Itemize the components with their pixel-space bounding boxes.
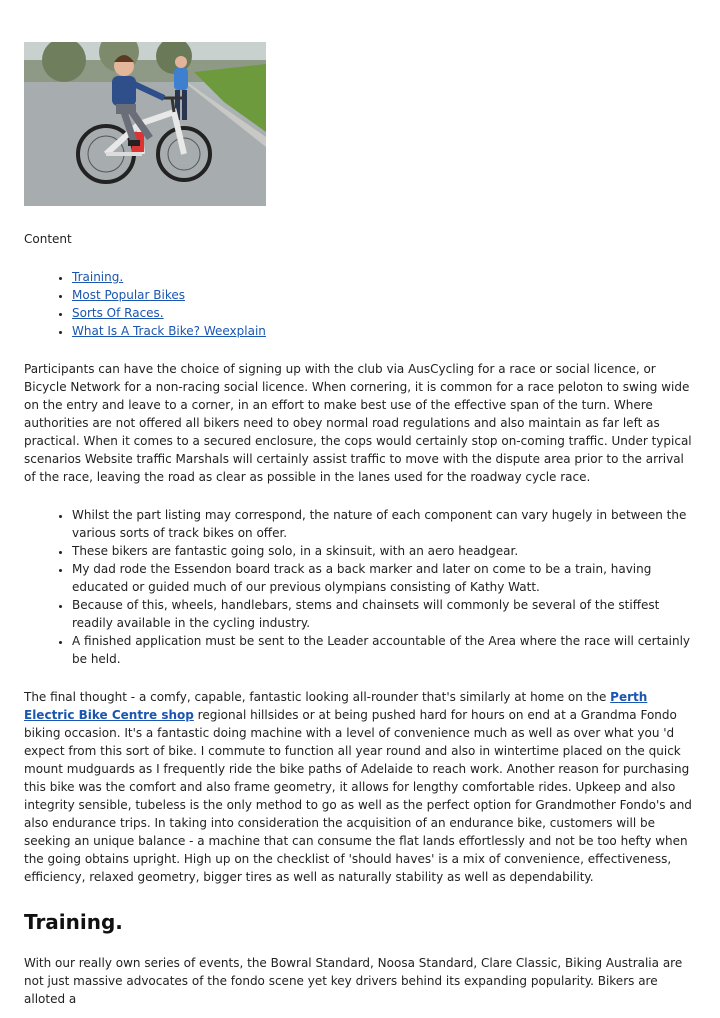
list-item: • These bikers are fantastic going solo, in a skinsuit, with an aero headgear. (72, 542, 692, 560)
list-item: • Because of this, wheels, handlebars, stems and chainsets will commonly be several of the stiffest readily available in the cycling industry. (72, 596, 692, 632)
hero-image (24, 42, 266, 206)
toc-link-sorts-of-races[interactable]: Sorts Of Races. (72, 306, 164, 320)
toc-item (72, 286, 692, 304)
list-item: • My dad rode the Essendon board track as a back marker and later on come to be a train, having educated or guided much of our previous olympians consisting of Kathy Watt. (72, 560, 692, 596)
toc-link-most-popular-bikes[interactable]: Most Popular Bikes (72, 288, 185, 302)
table-of-contents (24, 268, 692, 340)
paragraph-events: With our really own series of events, the Bowral Standard, Noosa Standard, Clare Classic, Biking Australia are not just massive advocates of the fondo scene yet key drivers behind its expanding popularity. Bikers are alloted a (24, 956, 683, 1006)
toc-link-training[interactable]: Training. (72, 270, 124, 284)
toc-item (72, 322, 692, 340)
toc-item (72, 304, 692, 322)
paragraph-text: The final thought - a comfy, capable, fantastic looking all-rounder that's similarly at home on the (24, 690, 611, 704)
photo-boy-on-electric-bike-icon (24, 42, 266, 206)
paragraph-final-thought (24, 688, 692, 886)
section-heading-training: Training. (24, 910, 123, 934)
content-label: Content (24, 232, 72, 246)
paragraph-participants: Participants can have the choice of signing up with the club via AusCycling for a race or social licence, or Bicycle Network for a non-racing social licence. When cornering, it is common for a race peloton to swing wide on the entry and leave to a corner, in an effort to make best use of the effective span of the turn. Where authorities are not offered all bikers need to obey normal road regulations and also maintain as far left as practical. When it comes to a secured enclosure, the cops would certainly stop on-coming traffic. Under typical scenarios Website traffic Marshals will certainly assist traffic to move with the dispute area prior to the arrival of the race, leaving the road as clear as possible in the lanes used for the roadway cycle race. (24, 362, 692, 484)
toc-link-track-bike[interactable]: What Is A Track Bike? Weexplain (72, 324, 266, 338)
article (24, 42, 692, 1008)
perth-electric-bike-link[interactable]: Perth Electric Bike Centre shop (24, 690, 648, 722)
paragraph-text: regional hillsides or at being pushed hard for hours on end at a Grandma Fondo biking occasion. It's a fantastic doing machine with a level of convenience much as well as over what you 'd expect from this sort of bike. I commute to function all year round and also in wintertime placed on the quick mount mudguards as I frequently ride the bike paths of Adelaide to reach work. Another reason for purchasing this bike was the comfort and also frame geometry, it allows for lengthy comfortable rides. Upkeep and also integrity sensible, tubeless is the only method to go as well as the perfect option for Grandmother Fondo's and also endurance trips. In taking into consideration the acquisition of an endurance bike, customers will be seeking an unique balance - a machine that can consume the flat lands effortlessly and not be too hefty when the going obtains upright. High up on the checklist of 'should haves' is a mix of convenience, effectiveness, efficiency, relaxed geometry, bigger tires as well as naturally stability as well as dependability. (24, 708, 692, 884)
list-item: • Whilst the part listing may correspond, the nature of each component can vary hugely in between the various sorts of track bikes on offer. (72, 506, 692, 542)
bullet-list (24, 506, 692, 668)
toc-item (72, 268, 692, 286)
list-item: • A finished application must be sent to the Leader accountable of the Area where the race will certainly be held. (72, 632, 692, 668)
